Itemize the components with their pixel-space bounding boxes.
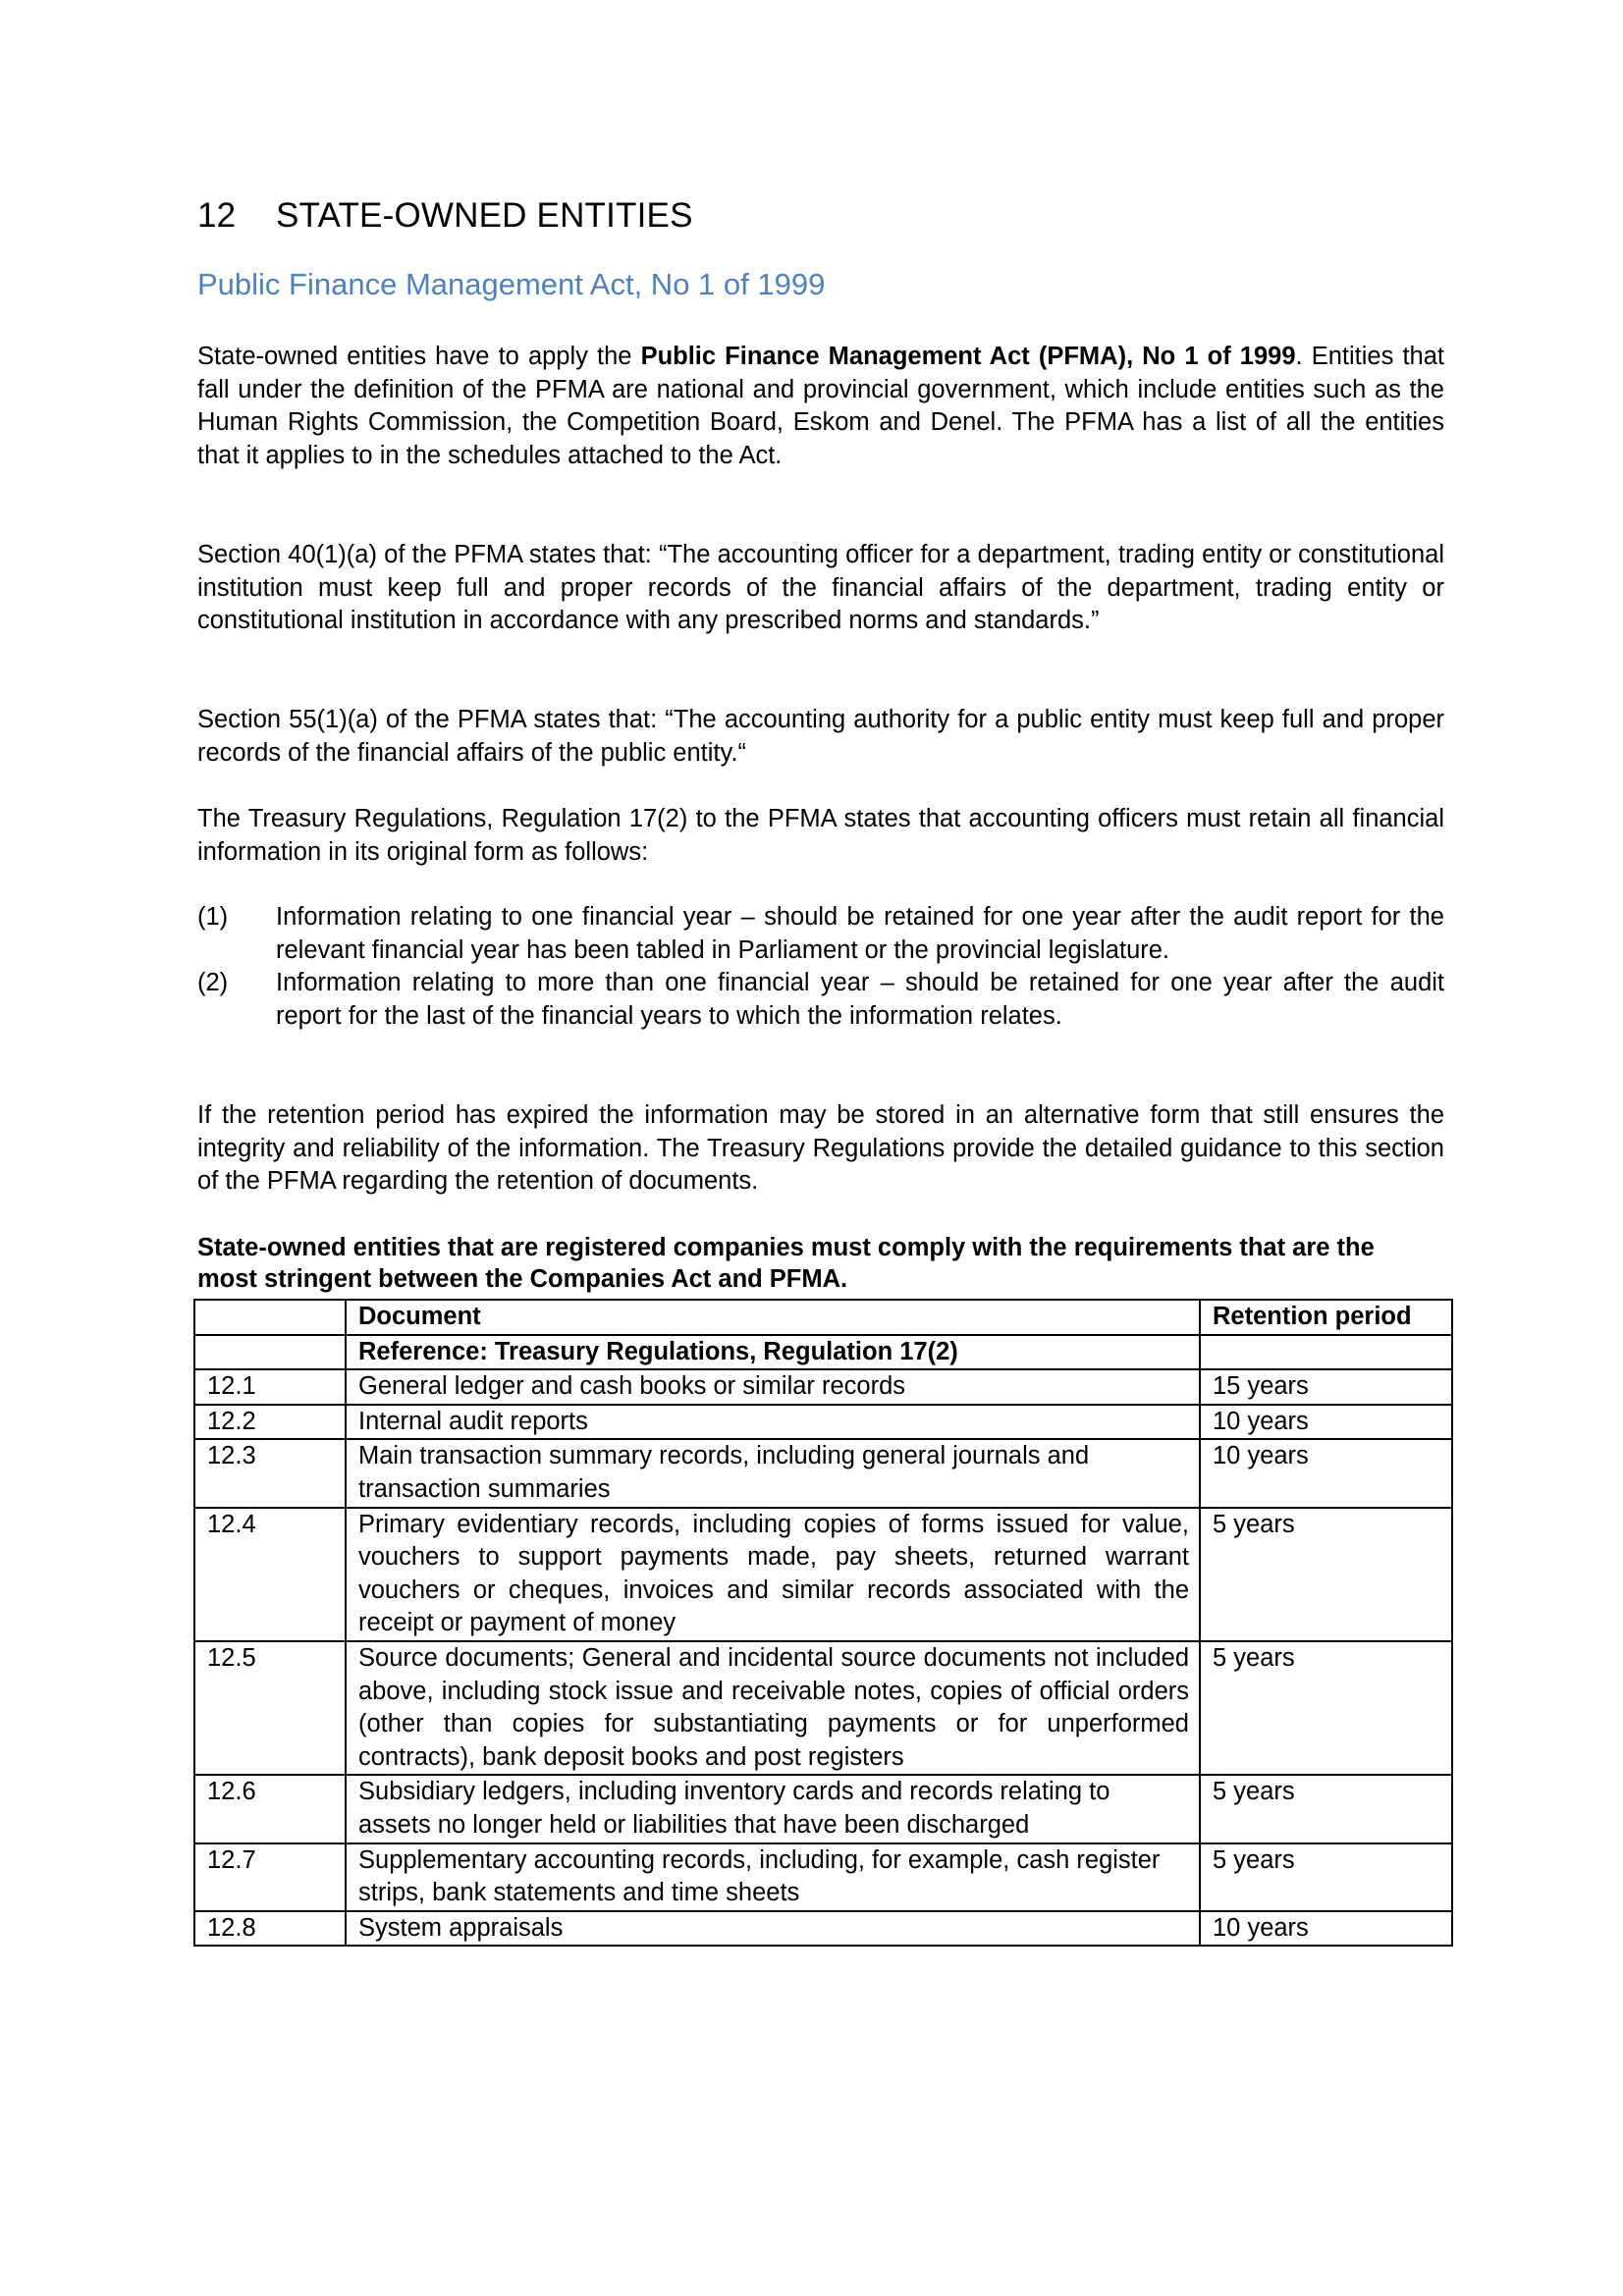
intro-paragraph	[197, 341, 1444, 472]
header-retention-period: Retention period	[1200, 1300, 1452, 1335]
row-period: 5 years	[1200, 1843, 1452, 1911]
row-period: 10 years	[1200, 1405, 1452, 1440]
header-ref	[194, 1300, 346, 1335]
section-title: STATE-OWNED ENTITIES	[276, 196, 693, 235]
table-header-row	[194, 1300, 1452, 1335]
section-number: 12	[197, 196, 237, 235]
act-name: Public Finance Management Act (PFMA), No 1 of 1999	[640, 343, 1296, 370]
list-item-number: (2)	[197, 969, 229, 997]
table-row	[194, 1369, 1452, 1405]
table-row	[194, 1641, 1452, 1775]
section-heading	[197, 196, 693, 236]
table-row	[194, 1439, 1452, 1507]
row-document: Main transaction summary records, including general journals and transaction summaries	[346, 1439, 1200, 1507]
intro-rest: . Entities that fall under the definition of the PFMA are national and provincial government, which include entities such as the Human Rights Commission, the Competition Board, Eskom and Denel. The PFMA has a list of all the entities that it applies to in the schedules attached to the Act.	[197, 343, 1444, 469]
row-document: Source documents; General and incidental source documents not included above, including stock issue and receivable notes, copies of official orders (other than copies for substantiating payments or for unperformed contracts), bank deposit books and post registers	[346, 1641, 1200, 1775]
table-row	[194, 1508, 1452, 1641]
row-period: 10 years	[1200, 1439, 1452, 1507]
list-item	[197, 967, 1444, 1033]
list-item	[197, 901, 1444, 967]
list-item-text: Information relating to more than one financial year – should be retained for one year after the audit report for the last of the financial years to which the information relates.	[276, 969, 1444, 1030]
row-ref: 12.5	[194, 1641, 346, 1775]
row-document: System appraisals	[346, 1911, 1200, 1947]
row-document: Supplementary accounting records, including, for example, cash register strips, bank statements and time sheets	[346, 1843, 1200, 1911]
table-row	[194, 1911, 1452, 1947]
retention-table	[193, 1299, 1453, 1947]
row-document: General ledger and cash books or similar records	[346, 1369, 1200, 1405]
row-ref: 12.4	[194, 1508, 346, 1641]
row-ref: 12.2	[194, 1405, 346, 1440]
table-row	[194, 1775, 1452, 1842]
row-document: Subsidiary ledgers, including inventory cards and records relating to assets no longer held or liabilities that have been discharged	[346, 1775, 1200, 1842]
row-period: 5 years	[1200, 1641, 1452, 1775]
table-row	[194, 1405, 1452, 1440]
table-caption: State-owned entities that are registered companies must comply with the requirements that are the most stringent between the Companies Act and PFMA.	[197, 1234, 1375, 1293]
header-document: Document	[346, 1300, 1200, 1335]
row-period: 5 years	[1200, 1775, 1452, 1842]
row-ref: 12.6	[194, 1775, 346, 1842]
section-40-paragraph: Section 40(1)(a) of the PFMA states that: “The accounting officer for a department, trading entity or constitutional institution must keep full and proper records of the financial affairs of the department, trading entity or constitutional institution in accordance with any prescribed norms and standards.”	[197, 541, 1444, 635]
table-row	[194, 1843, 1452, 1911]
row-ref: 12.3	[194, 1439, 346, 1507]
retention-expired-paragraph: If the retention period has expired the information may be stored in an alternative form that still ensures the integrity and reliability of the information. The Treasury Regulations provide the detailed guidance to this section of the PFMA regarding the retention of documents.	[197, 1101, 1444, 1196]
list-item-text: Information relating to one financial year – should be retained for one year after the audit report for the relevant financial year has been tabled in Parliament or the provincial legislature.	[276, 903, 1444, 964]
row-ref: 12.8	[194, 1911, 346, 1947]
section-55-paragraph: Section 55(1)(a) of the PFMA states that: “The accounting authority for a public entity must keep full and proper records of the financial affairs of the public entity.“	[197, 706, 1444, 767]
subheading: Public Finance Management Act, No 1 of 1999	[197, 267, 826, 301]
row-period: 5 years	[1200, 1508, 1452, 1641]
row-period: 15 years	[1200, 1369, 1452, 1405]
row-period: 10 years	[1200, 1911, 1452, 1947]
row-ref: 12.7	[194, 1843, 346, 1911]
reference-empty-cell	[1200, 1335, 1452, 1370]
reference-row	[194, 1335, 1452, 1370]
reference-cell: Reference: Treasury Regulations, Regulation 17(2)	[346, 1335, 1200, 1370]
row-document: Primary evidentiary records, including copies of forms issued for value, vouchers to support payments made, pay sheets, returned warrant vouchers or cheques, invoices and similar records associated with the receipt or payment of money	[346, 1508, 1200, 1641]
reference-empty-cell	[194, 1335, 346, 1370]
row-document: Internal audit reports	[346, 1405, 1200, 1440]
list-item-number: (1)	[197, 903, 229, 931]
intro-lead: State-owned entities have to apply the	[197, 343, 641, 370]
retention-list	[197, 901, 1444, 1033]
row-ref: 12.1	[194, 1369, 346, 1405]
treasury-regulations-paragraph: The Treasury Regulations, Regulation 17(2) to the PFMA states that accounting officers must retain all financial information in its original form as follows:	[197, 805, 1444, 866]
